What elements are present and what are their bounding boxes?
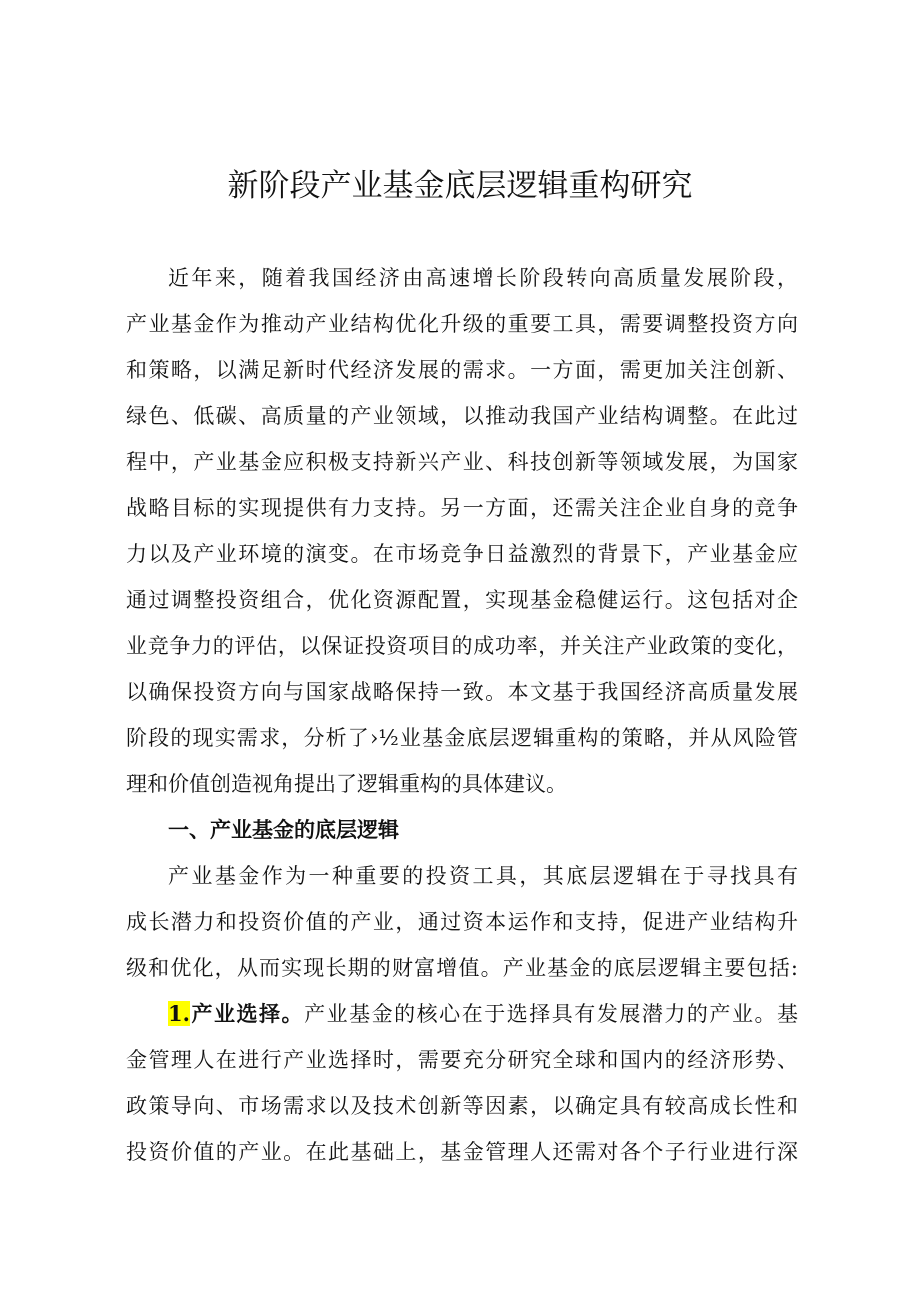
paragraph-1-line-8: 通过调整投资组合，优化资源配置，实现基金稳健运行。这包括对企 [126, 588, 798, 612]
paragraph-1-line-3: 和策略，以满足新时代经济发展的需求。一方面，需更加关注创新、 [126, 358, 798, 382]
paragraph-1-line-5: 程中，产业基金应积极支持新兴产业、科技创新等领域发展，为国家 [126, 450, 798, 474]
document-title: 新阶段产业基金底层逻辑重构研究 [227, 168, 693, 204]
item-1-line-4: 投资价值的产业。在此基础上，基金管理人还需对各个子行业进行深 [126, 1140, 798, 1164]
paragraph-1-line-1: 近年来，随着我国经济由高速增长阶段转向高质量发展阶段， [168, 266, 798, 290]
paragraph-1-line-11: 阶段的现实需求，分析了›½业基金底层逻辑重构的策略，并从风险管 [126, 726, 798, 750]
paragraph-1-line-2: 产业基金作为推动产业结构优化升级的重要工具，需要调整投资方向 [126, 312, 798, 336]
item-1-first-line-rest: 产业基金的核心在于选择具有发展潜力的产业。基 [304, 1002, 798, 1026]
item-1-number: 1. [168, 1001, 190, 1026]
paragraph-1-line-10: 以确保投资方向与国家战略保持一致。本文基于我国经济高质量发展 [126, 680, 798, 704]
item-1-line-2: 金管理人在进行产业选择时，需要充分研究全球和国内的经济形势、 [126, 1048, 798, 1072]
paragraph-2-line-1: 产业基金作为一种重要的投资工具，其底层逻辑在于寻找具有 [168, 864, 798, 888]
paragraph-1-line-6: 战略目标的实现提供有力支持。另一方面，还需关注企业自身的竞争 [126, 496, 798, 520]
item-1-lead: 产业选择。 [189, 1001, 305, 1026]
paragraph-2-line-2: 成长潜力和投资价值的产业，通过资本运作和支持，促进产业结构升 [126, 910, 798, 934]
paragraph-1-line-4: 绿色、低碳、高质量的产业领域，以推动我国产业结构调整。在此过 [126, 404, 798, 428]
paragraph-2-line-3: 级和优化，从而实现长期的财富增值。产业基金的底层逻辑主要包括: [126, 956, 798, 980]
paragraph-1-line-9: 业竞争力的评估，以保证投资项目的成功率，并关注产业政策的变化， [126, 634, 798, 658]
section-1-heading: 一、产业基金的底层逻辑 [168, 817, 399, 842]
item-1-first-line [168, 998, 798, 1030]
paragraph-1-line-7: 力以及产业环境的演变。在市场竞争日益激烈的背景下，产业基金应 [126, 542, 798, 566]
item-1-line-3: 政策导向、市场需求以及技术创新等因素，以确定具有较高成长性和 [126, 1094, 798, 1118]
paragraph-1-line-12: 理和价值创造视角提出了逻辑重构的具体建议。 [126, 772, 567, 796]
